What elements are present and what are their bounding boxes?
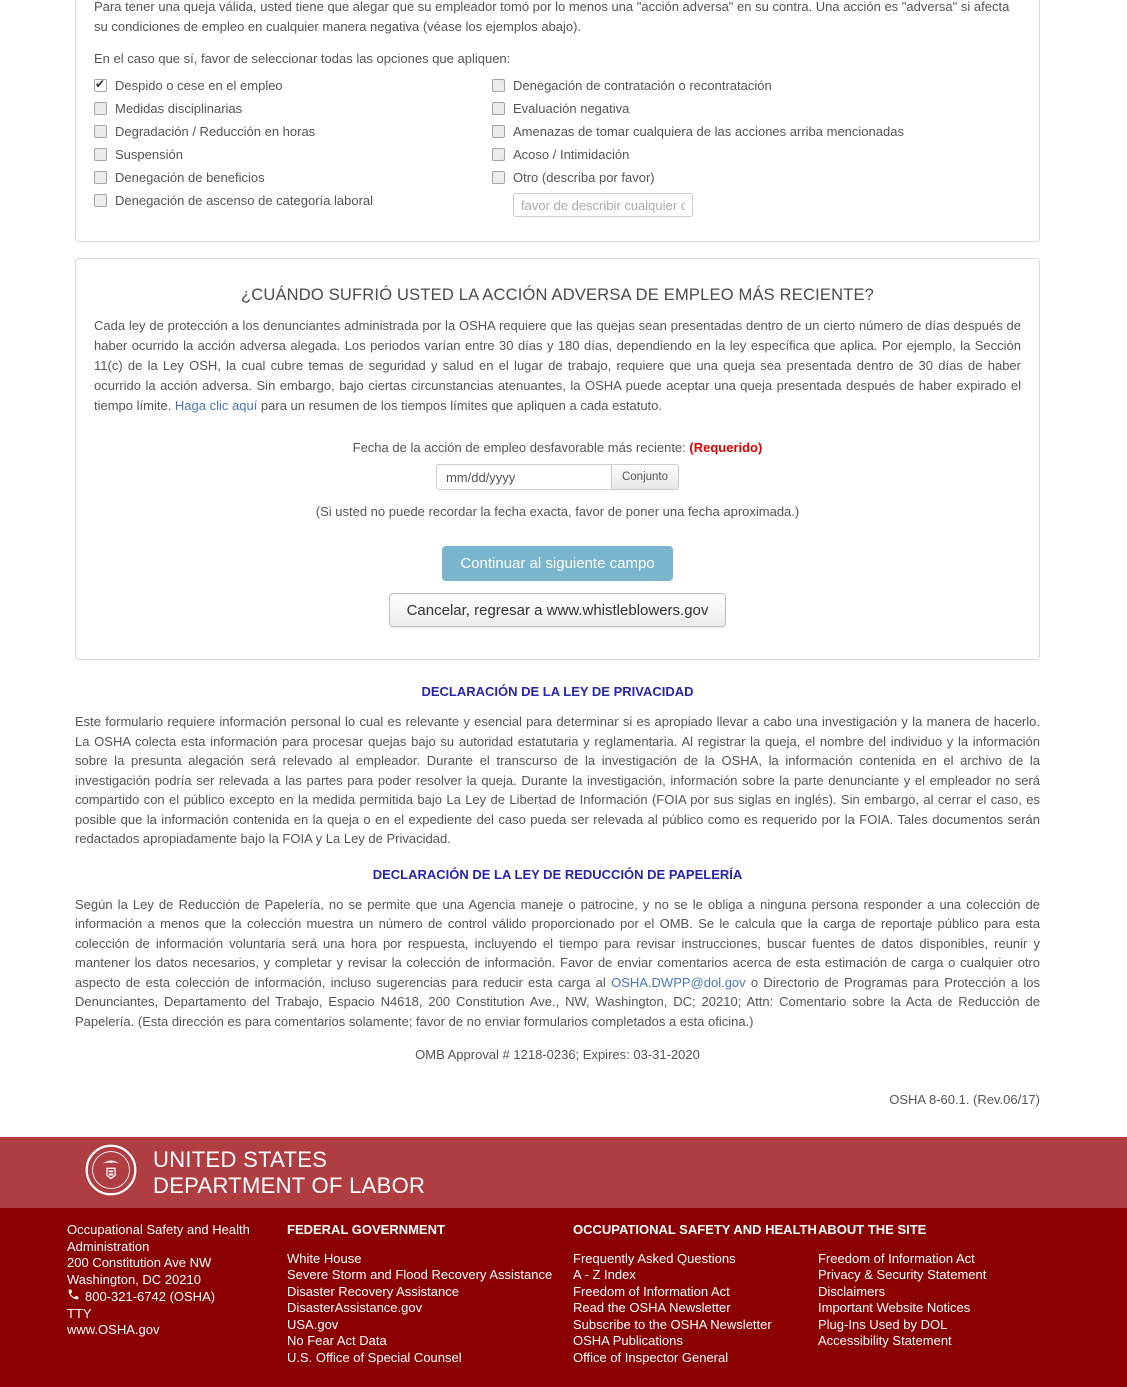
checkbox-denegacion-ascenso[interactable]: [94, 194, 107, 207]
about-site-heading: ABOUT THE SITE: [818, 1222, 927, 1237]
checkbox-option[interactable]: [94, 170, 492, 185]
checkbox-denegacion-beneficios[interactable]: [94, 171, 107, 184]
footer-link-inspector-general[interactable]: Office of Inspector General: [573, 1349, 729, 1365]
checkbox-evaluacion[interactable]: [492, 102, 505, 115]
footer-link-publications[interactable]: OSHA Publications: [573, 1333, 683, 1348]
footer-link-accessibility[interactable]: Accessibility Statement: [818, 1333, 952, 1348]
checkbox-option[interactable]: [94, 101, 492, 116]
dol-masthead: [0, 1137, 1127, 1208]
checkbox-label: Otro (describa por favor): [513, 170, 655, 185]
checkbox-label: Denegación de beneficios: [115, 170, 265, 185]
footer-about-column: [818, 1222, 1127, 1387]
checkbox-option[interactable]: [492, 170, 1021, 185]
footer-link-read-newsletter[interactable]: Read the OSHA Newsletter: [573, 1300, 731, 1315]
checkbox-option[interactable]: [492, 78, 1021, 93]
privacy-act-heading: DECLARACIÓN DE LA LEY DE PRIVACIDAD: [421, 684, 694, 699]
footer-link-foia-osh[interactable]: Freedom of Information Act: [573, 1283, 730, 1299]
when-paragraph-text-after: para un resumen de los tiempos límites que apliquen a cada estatuto.: [257, 398, 663, 413]
checkbox-option[interactable]: [492, 101, 1021, 116]
site-footer: [0, 1208, 1127, 1387]
agency-website-link[interactable]: www.OSHA.gov: [67, 1322, 160, 1337]
footer-link-disaster-recovery[interactable]: Disaster Recovery Assistance: [287, 1283, 459, 1299]
checkbox-despido-checked[interactable]: [94, 79, 107, 92]
footer-link-az-index[interactable]: A - Z Index: [573, 1267, 636, 1282]
checkbox-denegacion-contratacion[interactable]: [492, 79, 505, 92]
checkbox-medidas[interactable]: [94, 102, 107, 115]
osha-dwpp-email-link[interactable]: OSHA.DWPP@dol.gov: [611, 974, 746, 990]
haga-clic-aqui-link[interactable]: Haga clic aquí: [174, 398, 258, 413]
adverse-options: [94, 78, 1021, 217]
checkbox-option[interactable]: [492, 147, 1021, 162]
when-paragraph-text: Cada ley de protección a los denunciantes administrada por la OSHA requiere que las quejas sean presentadas dentro de un cierto número de días después de haber ocurrido la acción adversa alegada. Los periodos varían entre 30 días y 180 días, dependiendo en la ley específica que aplica. Por ejemplo, la Sección 11(c) de la Ley OSH, la cual cubre temas de seguridad y salud en el lugar de trabajo, requiere que una queja sea presentada dentro de 30 días de haber ocurrido la acción adversa. Sin embargo, bajo ciertas circunstancias atenuantes, la OSHA puede aceptar una queja presentada después de haber expirado el tiempo límite.: [94, 318, 1021, 413]
checkbox-option[interactable]: [94, 124, 492, 139]
checkbox-label: Despido o cese en el empleo: [115, 78, 283, 93]
dol-wordmark-line2: DEPARTMENT OF LABOR: [153, 1172, 426, 1198]
checkbox-option[interactable]: [94, 147, 492, 162]
adverse-action-panel: [75, 0, 1040, 242]
checkbox-option[interactable]: [94, 78, 492, 93]
checkbox-acoso[interactable]: [492, 148, 505, 161]
when-section-heading: ¿CUÁNDO SUFRIÓ USTED LA ACCIÓN ADVERSA DE EMPLEO MÁS RECIENTE?: [240, 286, 875, 304]
dol-wordmark-line1: UNITED STATES: [153, 1146, 328, 1172]
date-label-text: Fecha de la acción de empleo desfavorable más reciente:: [352, 440, 690, 455]
checkbox-amenazas[interactable]: [492, 125, 505, 138]
checkbox-label: Degradación / Reducción en horas: [115, 124, 316, 139]
footer-link-white-house[interactable]: White House: [287, 1250, 362, 1266]
paperwork-text: Según la Ley de Reducción de Papelería, no se permite que una Agencia maneje o patrocine, y no se le obliga a ninguna persona responder a una colección de información a menos que la colección muestra un número de control válido proporcionado por el OMB. Se le calcula que la carga de reportaje público para esta colección de información voluntaria será una hora por respuesta, incluyendo el tiempo para revisar instrucciones, buscar fuentes de datos disponibles, reunir y mantener los datos necesarios, y completar y revisar la colección de información. Favor de enviar comentarios acerca de esta estimación de carga o cualquier otro aspecto de esta colección de información, incluso sugerencias para reducir esta carga al: [75, 896, 1040, 990]
checkbox-label: Evaluación negativa: [513, 101, 630, 116]
footer-link-website-notices[interactable]: Important Website Notices: [818, 1300, 971, 1315]
footer-link-disclaimers[interactable]: Disclaimers: [818, 1283, 886, 1299]
conjunto-button[interactable]: Conjunto: [612, 464, 679, 490]
checkbox-label: Acoso / Intimidación: [513, 147, 630, 162]
footer-link-subscribe-newsletter[interactable]: Subscribe to the OSHA Newsletter: [573, 1316, 772, 1332]
form-content: [75, 0, 1040, 1107]
approximate-date-note: (Si usted no puede recordar la fecha exacta, favor de poner una fecha aproximada.): [315, 504, 800, 519]
footer-agency-column: [67, 1222, 287, 1387]
footer-link-no-fear-act[interactable]: No Fear Act Data: [287, 1333, 387, 1348]
paperwork-act-body: [75, 895, 1040, 1032]
adverse-intro-text: Para tener una queja válida, usted tiene que alegar que su empleador tomó por lo menos una "acción adversa" en su contra. Una acción es "adversa" si afecta su condiciones de empleo en cualquier manera negativa (véase los ejemplos abajo).: [94, 0, 1010, 34]
agency-name: Occupational Safety and Health Administration: [67, 1222, 250, 1254]
privacy-act-body: Este formulario requiere información personal lo cual es relevante y esencial para determinar si es apropiado llevar a cabo una investigación y la manera de hacerlo. La OSHA colecta esta información para procesar quejas bajo su autoridad estatutaria y reglamentaria. Al registrar la queja, el nombre del individuo y la información sobre la presunta alegación será relevado al empleador. Durante el transcurso de la investigación de la OSHA, la información contenida en el archivo de la investigación podría ser relevada a las partes para poder resolver la queja. Durante la investigación, información sobre la parte denunciante y el empleador no será compartido con el público excepto en la medida permitida bajo La Ley de Libertad de Información (FOIA por sus siglas en inglés). Sin embargo, al cerrar el caso, es posible que la información contenida en la queja o en el expediente del caso pueda ser relevada al público como es requerido por la FOIA. Tales documentos serán redactados apropiadamente bajo la FOIA y La Ley de Privacidad.: [75, 714, 1040, 846]
footer-osh-column: [573, 1222, 818, 1387]
checkbox-otro[interactable]: [492, 171, 505, 184]
agency-address-line1: 200 Constitution Ave NW: [67, 1255, 212, 1270]
continue-button[interactable]: Continuar al siguiente campo: [442, 546, 672, 581]
checkbox-degradacion[interactable]: [94, 125, 107, 138]
dol-seal-icon: [84, 1143, 138, 1202]
agency-phone-number[interactable]: 800-321-6742 (OSHA): [85, 1288, 216, 1304]
checkbox-label: Suspensión: [115, 147, 183, 162]
adverse-options-left: [94, 78, 492, 217]
footer-link-disasterassistance[interactable]: DisasterAssistance.gov: [287, 1300, 423, 1315]
when-adverse-action-panel: [75, 258, 1040, 660]
footer-link-special-counsel[interactable]: U.S. Office of Special Counsel: [287, 1349, 462, 1365]
checkbox-label: Amenazas de tomar cualquiera de las acciones arriba mencionadas: [513, 124, 904, 139]
footer-link-plugins[interactable]: Plug-Ins Used by DOL: [818, 1316, 948, 1332]
date-input-group: [94, 464, 1021, 490]
omb-approval-line: OMB Approval # 1218-0236; Expires: 03-31-2020: [415, 1047, 700, 1062]
footer-link-severe-storm[interactable]: Severe Storm and Flood Recovery Assistance: [287, 1267, 553, 1282]
footer-link-usagov[interactable]: USA.gov: [287, 1316, 339, 1332]
date-input[interactable]: [436, 464, 612, 490]
cancel-button[interactable]: Cancelar, regresar a www.whistleblowers.gov: [389, 593, 727, 627]
dol-wordmark: [153, 1147, 425, 1199]
footer-link-faq[interactable]: Frequently Asked Questions: [573, 1250, 736, 1266]
checkbox-label: Denegación de contratación o recontratación: [513, 78, 772, 93]
phone-icon: [67, 1288, 80, 1306]
federal-government-heading: FEDERAL GOVERNMENT: [287, 1222, 445, 1237]
adverse-options-right: [492, 78, 1021, 217]
required-indicator: (Requerido): [689, 440, 763, 455]
date-field-label: [94, 440, 1021, 455]
checkbox-label: Medidas disciplinarias: [115, 101, 243, 116]
form-revision-line: OSHA 8-60.1. (Rev.06/17): [889, 1092, 1040, 1107]
when-paragraph: [94, 316, 1021, 416]
agency-tty: TTY: [67, 1305, 92, 1321]
osh-heading: OCCUPATIONAL SAFETY AND HEALTH: [573, 1222, 817, 1237]
checkbox-label: Denegación de ascenso de categoría laboral: [115, 193, 374, 208]
agency-phone[interactable]: [67, 1288, 287, 1306]
checkbox-option[interactable]: [492, 124, 1021, 139]
select-all-prompt: En el caso que sí, favor de seleccionar todas las opciones que apliquen:: [94, 51, 511, 66]
other-description-input[interactable]: [513, 193, 693, 217]
paperwork-text-after: o Directorio de Programas para Protección a los Denunciantes, Departamento del Trabajo, Espacio N4618, 200 Constitution Ave., NW, Washington, DC; 20210; Attn: Comentario sobre la Acta de Reducción de Papelería. (Esta dirección es para comentarios solamente; favor de no enviar formularios completados a esta oficina.): [75, 974, 1040, 1029]
agency-address-line2: Washington, DC 20210: [67, 1271, 201, 1287]
footer-federal-column: [287, 1222, 573, 1387]
checkbox-option[interactable]: [94, 193, 492, 208]
footer-link-privacy-security[interactable]: Privacy & Security Statement: [818, 1267, 987, 1282]
footer-link-foia-about[interactable]: Freedom of Information Act: [818, 1250, 975, 1266]
checkbox-suspension[interactable]: [94, 148, 107, 161]
declarations-section: [75, 684, 1040, 1107]
paperwork-act-heading: DECLARACIÓN DE LA LEY DE REDUCCIÓN DE PAPELERÍA: [372, 866, 743, 882]
